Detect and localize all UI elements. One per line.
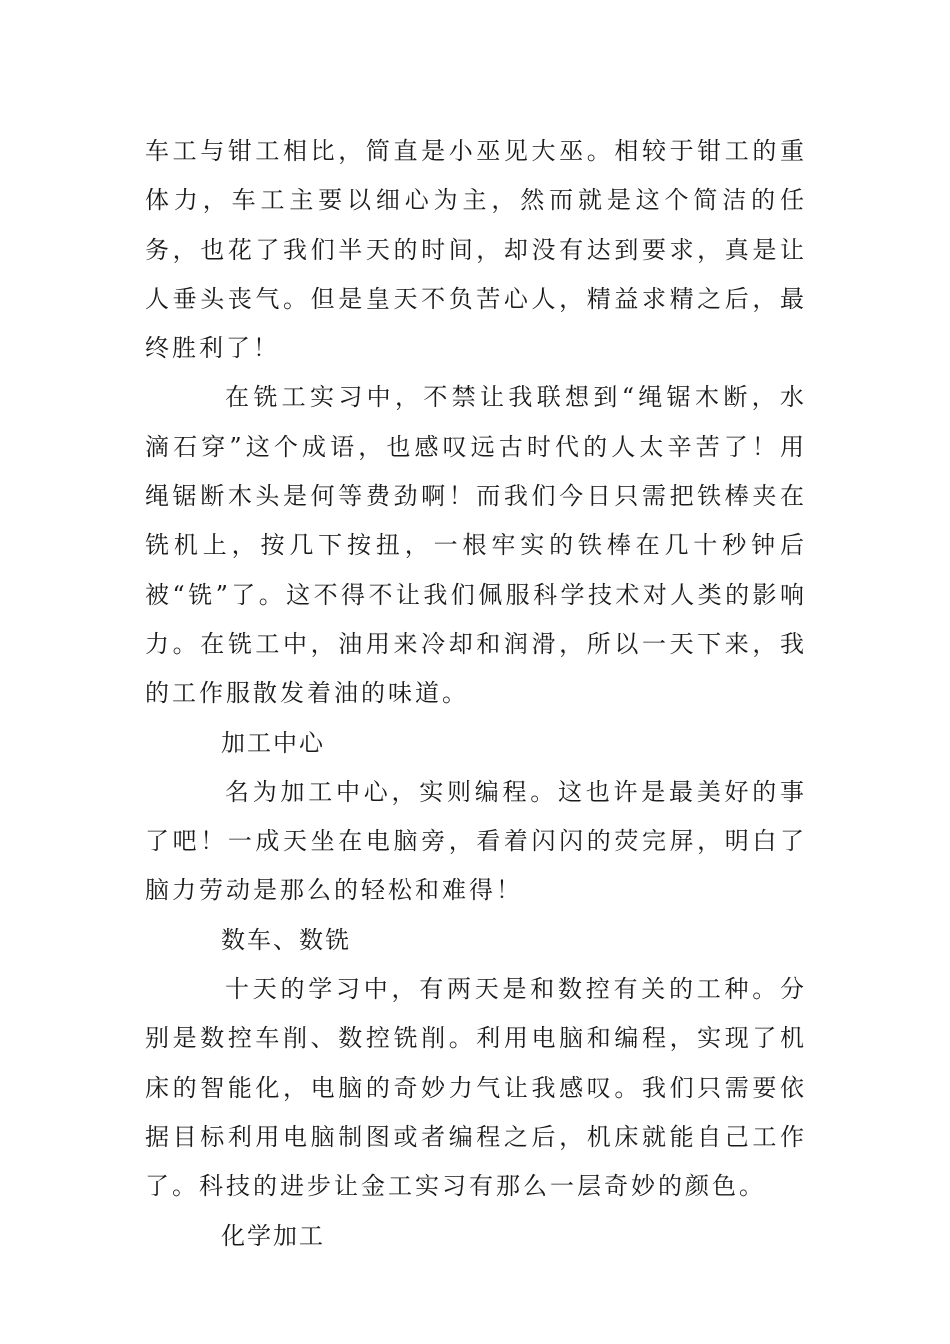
paragraph-milling: 在铣工实习中，不禁让我联想到“绳锯木断，水滴石穿”这个成语，也感叹远古时代的人太辛苦了！用绳锯断木头是何等费劲啊！而我们今日只需把铁棒夹在铣机上，按几下按扭，一根牢实的铁棒在几十秒钟后被“铣”了。这不得不让我们佩服科学技术对人类的影响力。在铣工中，油用来冷却和润滑，所以一天下来，我的工作服散发着油的味道。 [145,383,807,708]
section-heading-chemical-machining: 化学加工 [221,1221,325,1250]
section-heading-machining-center: 加工中心 [221,728,325,757]
paragraph-lathe: 车工与钳工相比，简直是小巫见大巫。相较于钳工的重体力，车工主要以细心为主，然而就是这个简洁的任务，也花了我们半天的时间，却没有达到要求，真是让人垂头丧气。但是皇天不负苦心人，精益求精之后，最终胜利了！ [145,137,807,363]
paragraph-cnc: 十天的学习中，有两天是和数控有关的工种。分别是数控车削、数控铣削。利用电脑和编程，实现了机床的智能化，电脑的奇妙力气让我感叹。我们只需要依据目标利用电脑制图或者编程之后，机床就能自己工作了。科技的进步让金工实习有那么一层奇妙的颜色。 [145,975,807,1201]
document-body [145,127,807,1261]
section-heading-cnc: 数车、数铣 [221,925,351,954]
paragraph-machining-center: 名为加工中心，实则编程。这也许是最美好的事了吧！一成天坐在电脑旁，看着闪闪的荧完屏，明白了脑力劳动是那么的轻松和难得！ [145,777,807,905]
